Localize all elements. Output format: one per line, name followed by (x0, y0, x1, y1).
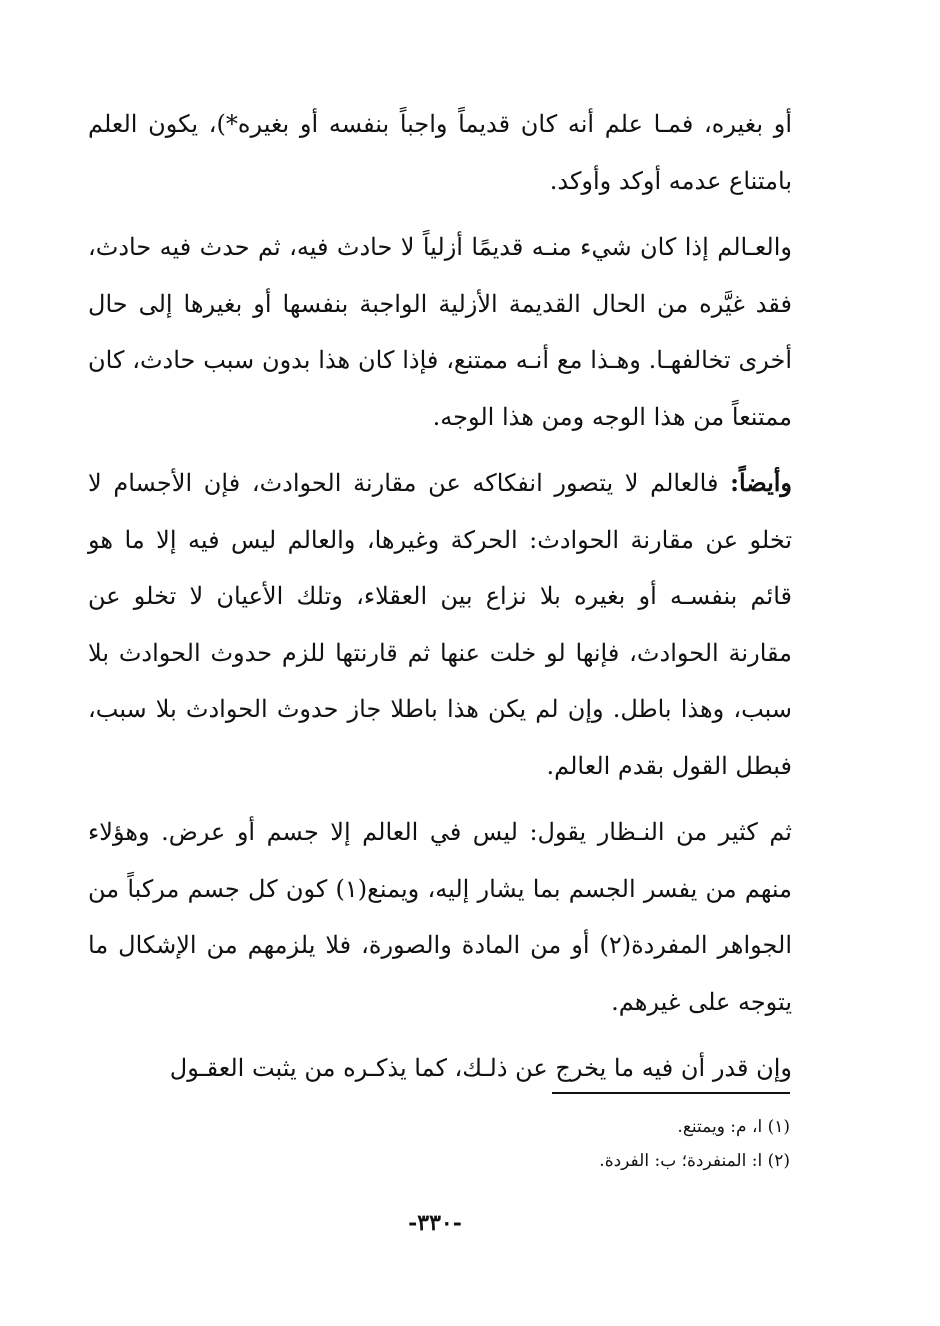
main-text (88, 96, 792, 1107)
paragraph-3: وأيضاً: فالعالم لا يتصور انفكاكه عن مقارنة الحوادث، فإن الأجسام لا تخلو عن مقارنة الحوادث: الحركة وغيرها، والعالم ليس فيه إلا ما هو قائم بنفسـه أو بغيره بلا نزاع بين العقلاء، وتلك الأعيان لا تخلو عن مقارنة الحوادث، فإنها لو خلت عنها ثم قارنتها للزم حدوث الحوادث بلا سبب، وهذا باطل. وإن لم يكن هذا باطلا جاز حدوث الحوادث بلا سبب، فبطل القول بقدم العالم. (88, 468, 793, 780)
footnote-divider (552, 1092, 790, 1094)
footnotes (430, 1110, 790, 1178)
paragraph-4: ثم كثير من النـظار يقول: ليس في العالم إلا جسم أو عرض. وهؤلاء منهم من يفسر الجسم بما يشار إليه، ويمنع(١) كون كل جسم مركباً من الجواهر المفردة(٢) أو من المادة والصورة، فلا يلزمهم من الإشكال ما يتوجه على غيرهم. (88, 818, 792, 1016)
paragraph-5: وإن قدر أن فيه ما يخرج عن ذلـك، كما يذكـره من يثبت العقـول (169, 1054, 792, 1082)
footnote-2: (٢) ا: المنفردة؛ ب: الفردة. (599, 1151, 790, 1171)
paragraph-2: والعـالم إذا كان شيء منـه قديمًا أزلياً لا حادث فيه، ثم حدث فيه حادث، فقد غيَّره من الحال القديمة الأزلية الواجبة بنفسها أو بغيرها إلى حال أخرى تخالفهـا. وهـذا مع أنـه ممتنع، فإذا كان هذا بدون سبب حادث، كان ممتنعاً من هذا الوجه ومن هذا الوجه. (88, 233, 792, 431)
page-number: -٣٣٠- (408, 1210, 462, 1236)
footnote-1: (١) ا، م: ويمتنع. (677, 1117, 790, 1137)
paragraph-1: أو بغيره، فمـا علم أنه كان قديماً واجباً بنفسه أو بغيره*)، يكون العلم بامتناع عدمه أوكد وأوكد. (88, 110, 792, 195)
bold-lead-word: وأيضاً: (730, 468, 792, 497)
